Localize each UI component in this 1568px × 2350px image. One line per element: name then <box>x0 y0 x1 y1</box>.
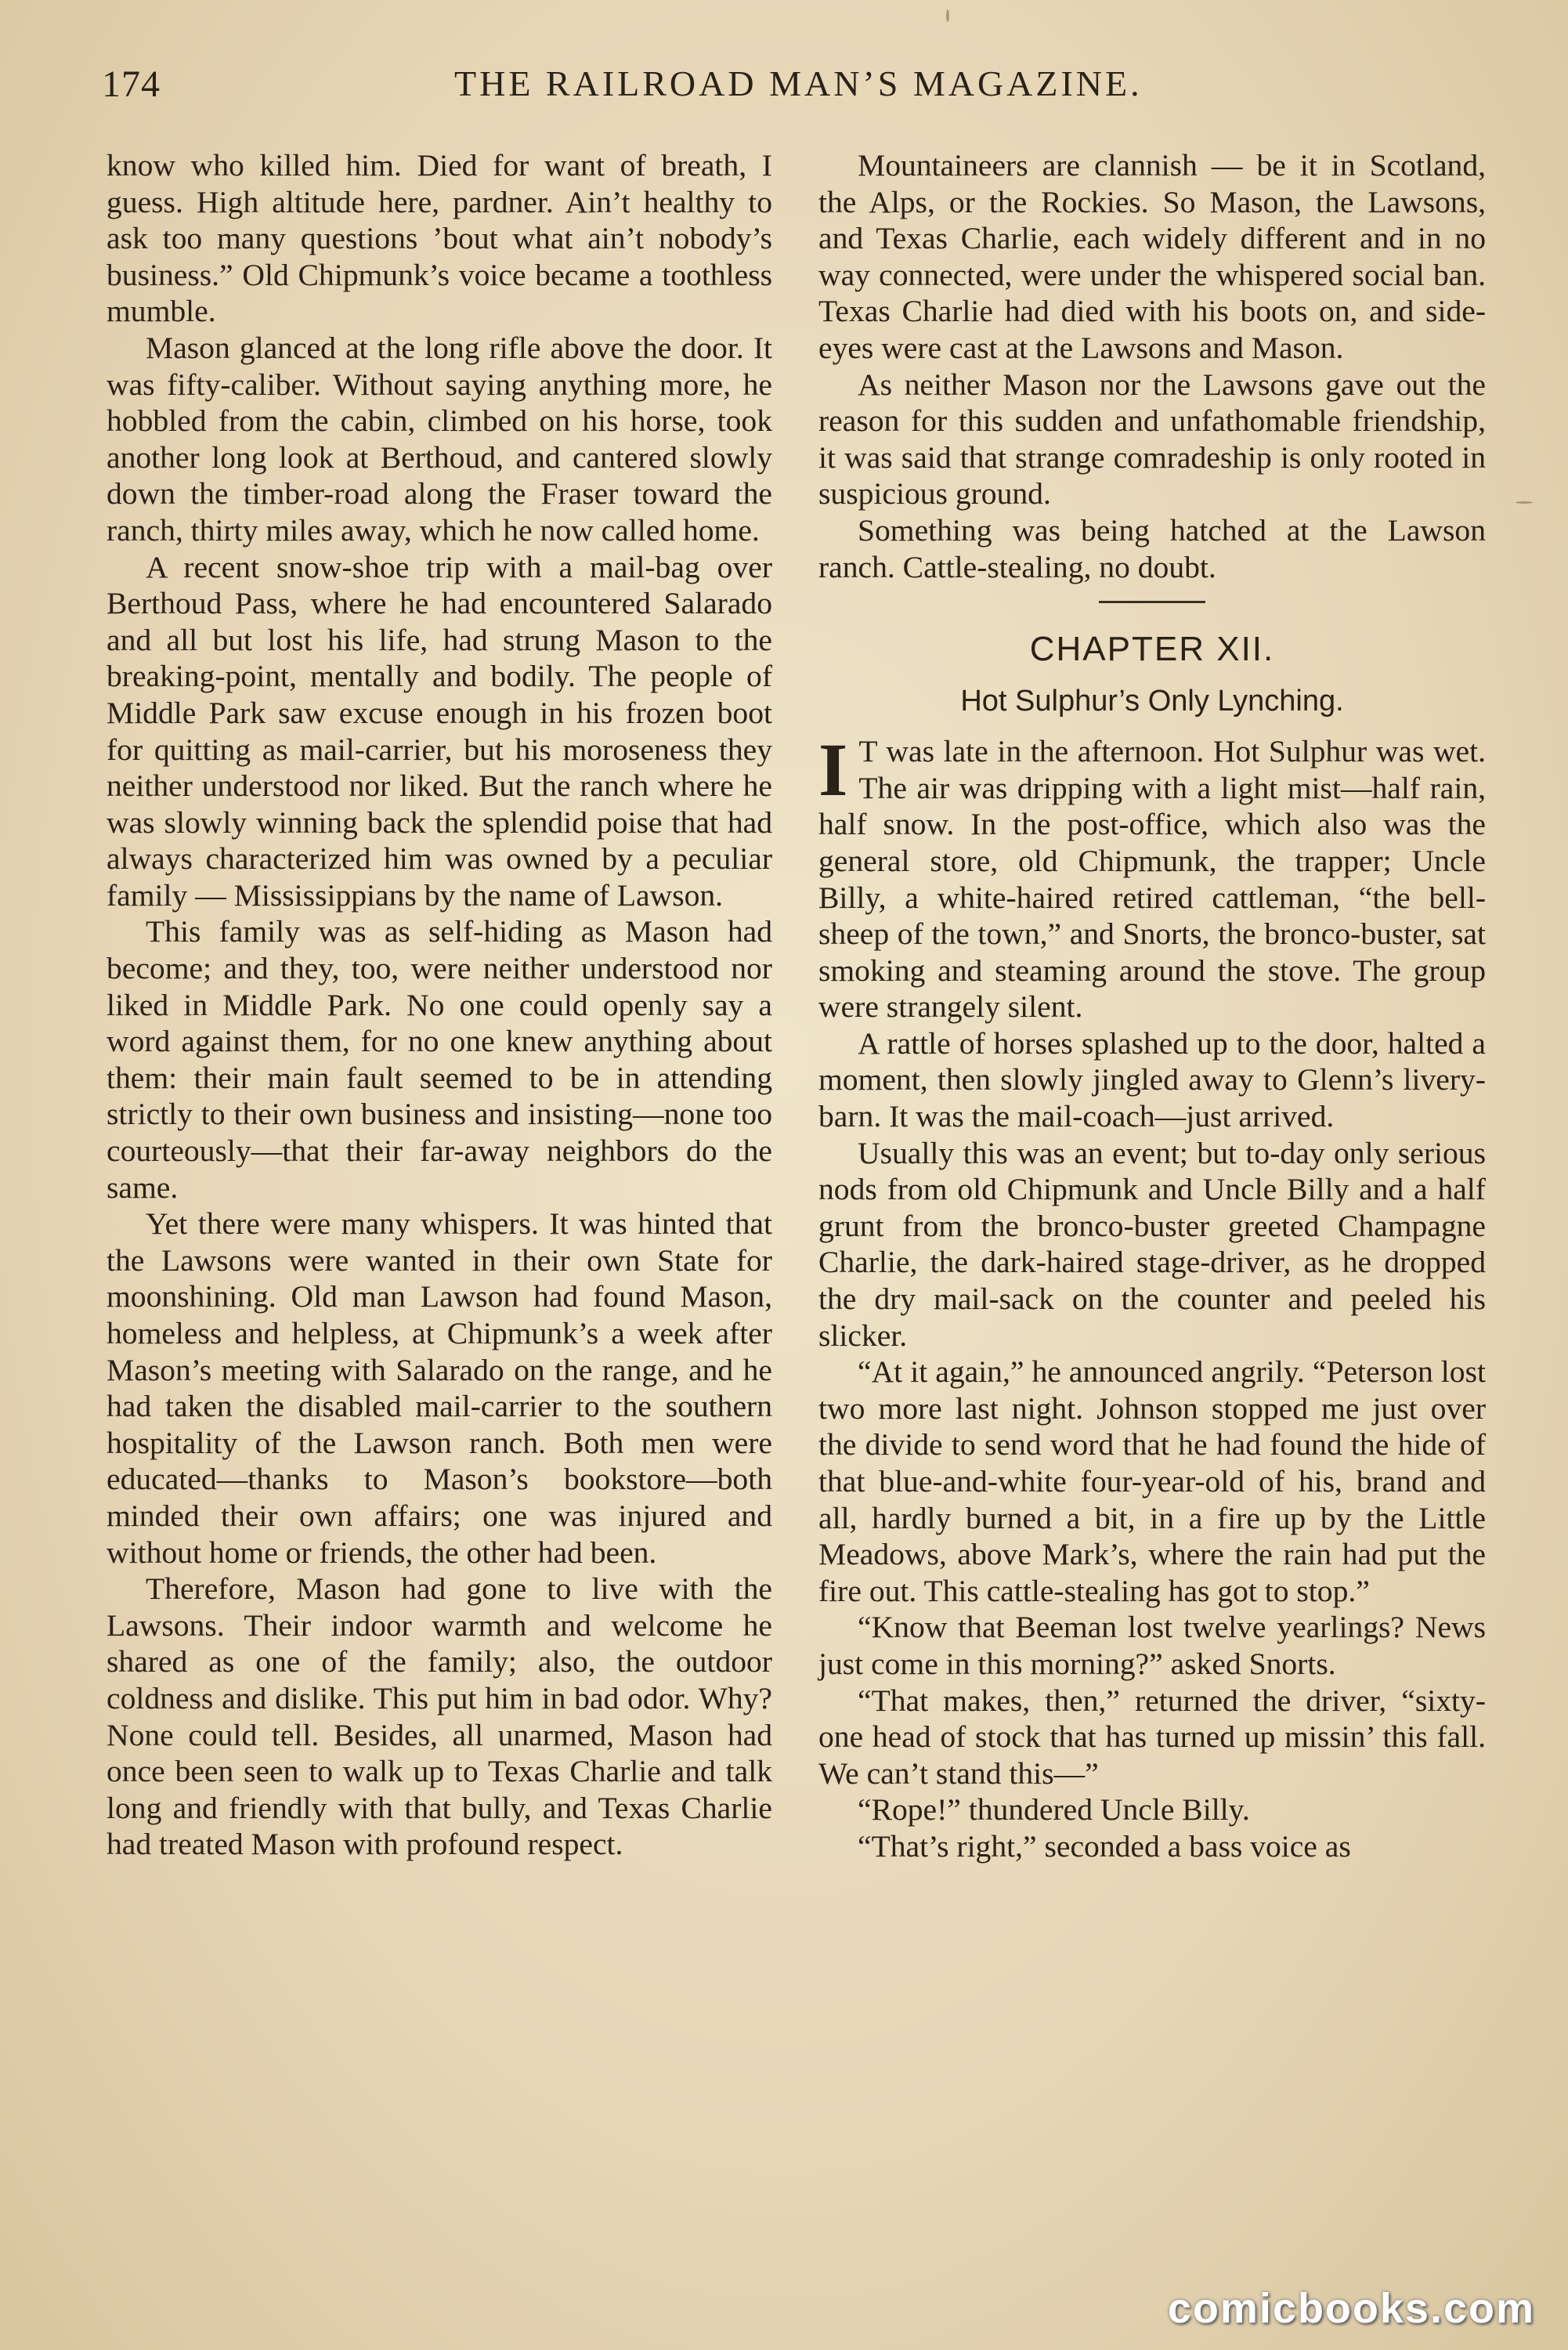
page-header <box>102 63 1496 118</box>
paragraph: “That’s right,” seconded a bass voice as <box>858 1828 1351 1864</box>
paragraph: As neither Mason nor the Lawsons gave out the reason for this sudden and unfathomable friendship, it was said that strange comradeship is only rooted in suspicious ground. <box>818 367 1486 512</box>
paragraph: Therefore, Mason had gone to live with the Lawsons. Their indoor warmth and welcome he shared as one of the family; also, the outdoor coldness and dislike. This put him in bad odor. Why? None could tell. Besides, all unarmed, Mason had once been seen to walk up to Texas Charlie and talk long and friendly with that bully, and Texas Charlie had treated Mason with profound respect. <box>107 1571 772 1862</box>
paragraph: Mason glanced at the long rifle above the door. It was fifty-caliber. Without saying anything more, he hobbled from the cabin, climbed on his horse, took another long look at Berthoud, and cantered slowly down the timber-road along the Fraser toward the ranch, thirty miles away, which he now called home. <box>107 330 772 548</box>
chapter-subtitle: Hot Sulphur’s Only Lynching. <box>960 685 1344 718</box>
watermark: comicbooks.com <box>1167 2285 1535 2332</box>
page-number: 174 <box>102 63 161 105</box>
paragraph: Mountaineers are clannish — be it in Scotland, the Alps, or the Rockies. So Mason, the Lawsons, and Texas Charlie, each widely different and in no way connected, were under the whispered social ban. Texas Charlie had died with his boots on, and side-eyes were cast at the Lawsons and Mason. <box>818 148 1486 365</box>
paragraph: know who killed him. Died for want of breath, I guess. High altitude here, pardner. Ain’t healthy to ask too many questions ’bout what ain’t nobody’s business.” Old Chipmunk’s voice became a toothless mumble. <box>107 148 772 329</box>
paragraph: A rattle of horses splashed up to the door, halted a moment, then slowly jingled away to Glenn’s livery-barn. It was the mail-coach—just arrived. <box>818 1025 1486 1134</box>
paragraph: “Rope!” thundered Uncle Billy. <box>858 1792 1250 1828</box>
paragraph: Yet there were many whispers. It was hinted that the Lawsons were wanted in their own State for moonshining. Old man Lawson had found Mason, homeless and helpless, at Chipmunk’s a week after Mason’s meeting with Salarado on the range, and he had taken the disabled mail-carrier to the southern hospitality of the Lawson ranch. Both men were educated—thanks to Mason’s bookstore—both minded their own affairs; one was injured and without home or friends, the other had been. <box>107 1206 772 1570</box>
paper-speck <box>946 9 949 22</box>
paragraph: Something was being hatched at the Lawson ranch. Cattle-stealing, no doubt. <box>818 512 1486 584</box>
paragraph: This family was as self-hiding as Mason had become; and they, too, were neither understood nor liked in Middle Park. No one could openly say a word against them, for no one knew anything about them: their main fault seemed to be in attending strictly to their own business and insisting—none too courteously—that their far-away neighbors do the same. <box>107 914 772 1205</box>
paragraph: “At it again,” he announced angrily. “Peterson lost two more last night. Johnson stopped me just over the divide to send word that he had found the hide of that blue-and-white four-year-old of his, brand and all, hardly burned a bit, in a fire up by the Little Meadows, above Mark’s, where the rain had put the fire out. This cattle-stealing has got to stop.” <box>818 1354 1486 1608</box>
chapter-title: CHAPTER XII. <box>1029 630 1275 669</box>
paragraph: Usually this was an event; but to-day only serious nods from old Chipmunk and Uncle Billy and a half grunt from the bronco-buster greeted Champagne Charlie, the dark-haired stage-driver, as he dropped the dry mail-sack on the counter and peeled his slicker. <box>818 1135 1486 1353</box>
section-divider <box>1099 601 1205 603</box>
right-column <box>818 147 1486 1865</box>
paragraph: “That makes, then,” returned the driver, “sixty-one head of stock that has turned up missin’ this fall. We can’t stand this—” <box>818 1683 1486 1791</box>
running-title: THE RAILROAD MAN’S MAGAZINE. <box>454 63 1143 103</box>
left-column <box>107 147 772 1863</box>
paper-speck <box>1516 501 1533 504</box>
drop-cap: I <box>818 728 848 812</box>
chapter-opening-paragraph <box>818 728 1486 1025</box>
paragraph: A recent snow-shoe trip with a mail-bag over Berthoud Pass, where he had encountered Salarado and all but lost his life, had strung Mason to the breaking-point, mentally and bodily. The people of Middle Park saw excuse enough in his frozen boot for quitting as mail-carrier, but his moroseness they neither understood nor liked. But the ranch where he was slowly winning back the splendid poise that had always characterized him was owned by a peculiar family — Mississippians by the name of Lawson. <box>107 549 772 913</box>
paragraph: “Know that Beeman lost twelve yearlings? News just come in this morning?” asked Snorts. <box>818 1610 1486 1681</box>
opening-text: T was late in the afternoon. Hot Sulphur was wet. The air was dripping with a light mist—half rain, half snow. In the post-office, which also was the general store, old Chipmunk, the trapper; Uncle Billy, a white-haired retired cattleman, “the bell-sheep of the town,” and Snorts, the bronco-buster, sat smoking and steaming around the stove. The group were strangely silent. <box>818 734 1486 1025</box>
